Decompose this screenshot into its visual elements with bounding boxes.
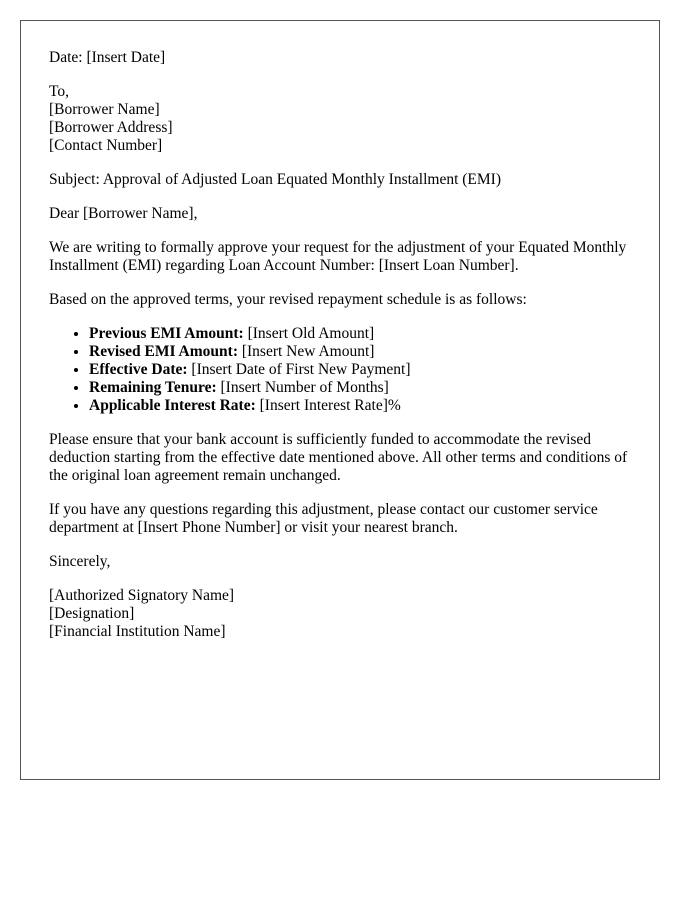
recipient-to: To, xyxy=(49,83,70,100)
recipient-contact: [Contact Number] xyxy=(49,137,163,154)
letter-document xyxy=(20,20,660,780)
terms-list-item xyxy=(89,361,631,379)
term-label: Previous EMI Amount: xyxy=(89,325,244,342)
term-value: [Insert Date of First New Payment] xyxy=(187,361,411,378)
terms-list-item xyxy=(89,397,631,415)
salutation: Dear [Borrower Name], xyxy=(49,205,198,222)
signatory-designation: [Designation] xyxy=(49,605,135,622)
term-value: [Insert Number of Months] xyxy=(216,379,389,396)
terms-list-item xyxy=(89,325,631,343)
term-label: Remaining Tenure: xyxy=(89,379,217,396)
term-value: [Insert Interest Rate]% xyxy=(255,397,401,414)
terms-list-item xyxy=(89,343,631,361)
recipient-name: [Borrower Name] xyxy=(49,101,160,118)
institution-name: [Financial Institution Name] xyxy=(49,623,226,640)
subject-line: Subject: Approval of Adjusted Loan Equated Monthly Installment (EMI) xyxy=(49,171,502,188)
term-label: Effective Date: xyxy=(89,361,188,378)
body-paragraph-approval: We are writing to formally approve your request for the adjustment of your Equated Monthly Installment (EMI) regarding Loan Account Number: [Insert Loan Number]. xyxy=(49,239,627,274)
closing: Sincerely, xyxy=(49,553,111,570)
signatory-name: [Authorized Signatory Name] xyxy=(49,587,235,604)
term-label: Applicable Interest Rate: xyxy=(89,397,256,414)
recipient-block xyxy=(49,83,631,155)
terms-list xyxy=(49,325,631,415)
date-line: Date: [Insert Date] xyxy=(49,49,166,66)
body-paragraph-schedule-intro: Based on the approved terms, your revised repayment schedule is as follows: xyxy=(49,291,527,308)
body-paragraph-funding: Please ensure that your bank account is sufficiently funded to accommodate the revised deduction starting from the effective date mentioned above. All other terms and conditions of the original loan agreement remain unchanged. xyxy=(49,431,628,484)
signature-block xyxy=(49,587,631,641)
terms-list-item xyxy=(89,379,631,397)
body-paragraph-contact: If you have any questions regarding this adjustment, please contact our customer service department at [Insert Phone Number] or visit your nearest branch. xyxy=(49,501,598,536)
term-value: [Insert Old Amount] xyxy=(243,325,375,342)
recipient-address: [Borrower Address] xyxy=(49,119,173,136)
term-label: Revised EMI Amount: xyxy=(89,343,238,360)
term-value: [Insert New Amount] xyxy=(237,343,375,360)
